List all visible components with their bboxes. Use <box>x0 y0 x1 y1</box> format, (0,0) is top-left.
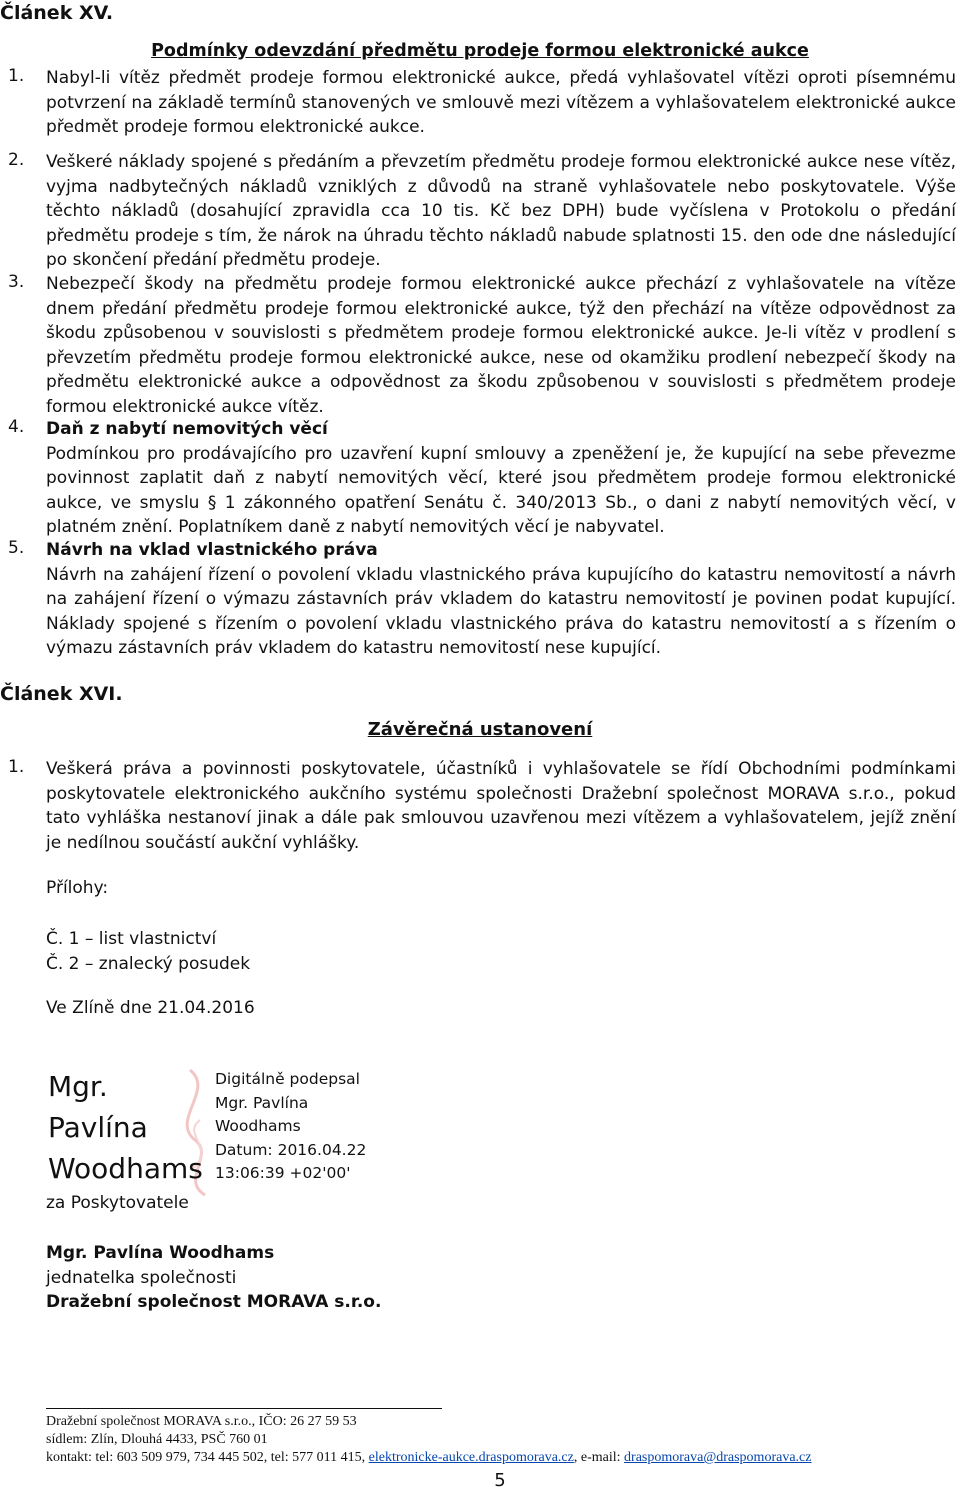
item-number: 1. <box>8 66 25 86</box>
item-number: 5. <box>8 538 25 558</box>
digital-signature-line: Digitálně podepsal <box>215 1070 360 1088</box>
article-16-item-1 <box>8 757 956 855</box>
article-15-item-2 <box>8 150 956 273</box>
item-text: Veškeré náklady spojené s předáním a převzetím předmětu prodeje formou elektronické aukce nese vítěz, vyjma nadbytečných nákladů vzniklých z důvodů na straně vyhlašovatele nebo poskytovatele. Výše těchto nákladů (dosahující zpravidla cca 10 tis. Kč bez DPH) bude vyčíslena v Protokolu o předání předmětu prodeje s tím, že nárok na úhradu těchto nákladů nabude splatnosti 15. den ode dne následující po skončení předání předmětu prodeje. <box>46 152 956 271</box>
article-15-item-5 <box>8 538 956 661</box>
signature-name <box>48 1066 203 1189</box>
footer-company: Dražební společnost MORAVA s.r.o., IČO: 26 27 59 53 <box>46 1414 357 1429</box>
article-16-title: Závěrečná ustanovení <box>367 719 593 740</box>
web-link[interactable]: elektronicke-aukce.draspomorava.cz <box>368 1450 574 1465</box>
attachments-list <box>46 927 250 976</box>
item-text: Veškerá práva a povinnosti poskytovatele, účastníků i vyhlašovatele se řídí Obchodními podmínkami poskytovatele elektronického aukčního systému společnosti Dražební společnost MORAVA s.r.o., pokud tato vyhláška nestanoví jinak a dále pak smlouvou uzavřenou mezi vítězem a vyhlašovatelem, jejíž znění je nedílnou součástí aukční vyhlášky. <box>46 759 956 853</box>
footer-email-label: , e-mail: <box>573 1450 621 1465</box>
item-number: 1. <box>8 757 25 777</box>
item-text: Podmínkou pro prodávajícího pro uzavření kupní smlouvy a zpeněžení je, že kupující na sebe převezme povinnost zaplatit daň z nabytí nemovitých věcí, které jsou předmětem prodeje formou elektronické aukce, ve smyslu § 1 zákonného opatření Senátu č. 340/2013 Sb., o dani z nabytí nemovitých věcí, v platném znění. Poplatníkem daně z nabytí nemovitých věcí je nabyvatel. <box>46 443 956 538</box>
signer-block <box>46 1241 381 1315</box>
page-number: 5 <box>494 1470 506 1491</box>
place-date: Ve Zlíně dne 21.04.2016 <box>46 998 255 1018</box>
attachments-label: Přílohy: <box>46 878 109 898</box>
footer-contact <box>46 1449 946 1467</box>
digital-signature-line: Mgr. Pavlína <box>215 1093 309 1112</box>
item-text: Nabyl-li vítěz předmět prodeje formou elektronické aukce, předá vyhlašovatel vítězi oproti písemnému potvrzení na základě termínů stanovených ve smlouvě mezi vítězem a vyhlašovatelem elektronické aukce předmět prodeje formou elektronické aukce. <box>46 68 956 138</box>
footer <box>46 1413 946 1467</box>
article-16-heading: Článek XVI. <box>0 683 123 705</box>
digital-signature-line: Datum: 2016.04.22 <box>215 1140 367 1159</box>
item-number: 3. <box>8 272 25 292</box>
signer-name: Mgr. Pavlína Woodhams <box>46 1243 275 1263</box>
article-15-item-1 <box>8 66 956 140</box>
signer-role: jednatelka společnosti <box>46 1267 237 1288</box>
digital-signature-line: Woodhams <box>215 1117 301 1135</box>
item-number: 2. <box>8 150 25 170</box>
on-behalf-label: za Poskytovatele <box>46 1193 189 1213</box>
footer-address: sídlem: Zlín, Dlouhá 4433, PSČ 760 01 <box>46 1432 268 1447</box>
article-15-title: Podmínky odevzdání předmětu prodeje formou elektronické aukce <box>151 41 809 61</box>
signature-name-line: Woodhams <box>48 1152 203 1185</box>
signer-company: Dražební společnost MORAVA s.r.o. <box>46 1292 382 1313</box>
article-15-heading: Článek XV. <box>0 2 114 24</box>
signature-name-line: Mgr. <box>48 1070 108 1103</box>
digital-signature-line: 13:06:39 +02'00' <box>215 1164 351 1182</box>
attachment-item: Č. 1 – list vlastnictví <box>46 929 217 949</box>
item-heading: Návrh na vklad vlastnického práva <box>46 540 378 560</box>
email-link[interactable]: draspomorava@draspomorava.cz <box>624 1450 812 1465</box>
attachment-item: Č. 2 – znalecký posudek <box>46 953 251 974</box>
item-text: Nebezpečí škody na předmětu prodeje formou elektronické aukce přechází z vyhlašovatele na vítěze dnem předání předmětu prodeje formou elektronické aukce, týž den přechází na vítěze odpovědnost za škodu způsobenou v souvislosti s předmětem prodeje formou elektronické aukce. Je-li vítěz v prodlení s převzetím předmětu prodeje formou elektronické aukce, nese od okamžiku prodlení nebezpečí škody na předmětu elektronické aukce a odpovědnost za škodu způsobenou v souvislosti s předmětem prodeje formou elektronické aukce vítěz. <box>46 274 956 417</box>
footer-divider <box>46 1408 442 1409</box>
item-number: 4. <box>8 417 25 437</box>
article-15-item-4 <box>8 417 956 540</box>
item-text: Návrh na zahájení řízení o povolení vkladu vlastnického práva kupujícího do katastru nemovitostí a návrh na zahájení řízení o výmazu zástavních práv vkladem do katastru nemovitostí je povinen podat kupující. Náklady spojené s řízením o povolení vkladu vlastnického práva do katastru nemovitostí a s řízením o výmazu zástavních práv vkladem do katastru nemovitostí nese kupující. <box>46 564 956 659</box>
article-15-item-3 <box>8 272 956 420</box>
item-heading: Daň z nabytí nemovitých věcí <box>46 419 328 439</box>
footer-contact-phones: kontakt: tel: 603 509 979, 734 445 502, tel: 577 011 415, <box>46 1450 366 1465</box>
signature-name-line: Pavlína <box>48 1111 148 1144</box>
digital-signature-info <box>215 1068 366 1186</box>
